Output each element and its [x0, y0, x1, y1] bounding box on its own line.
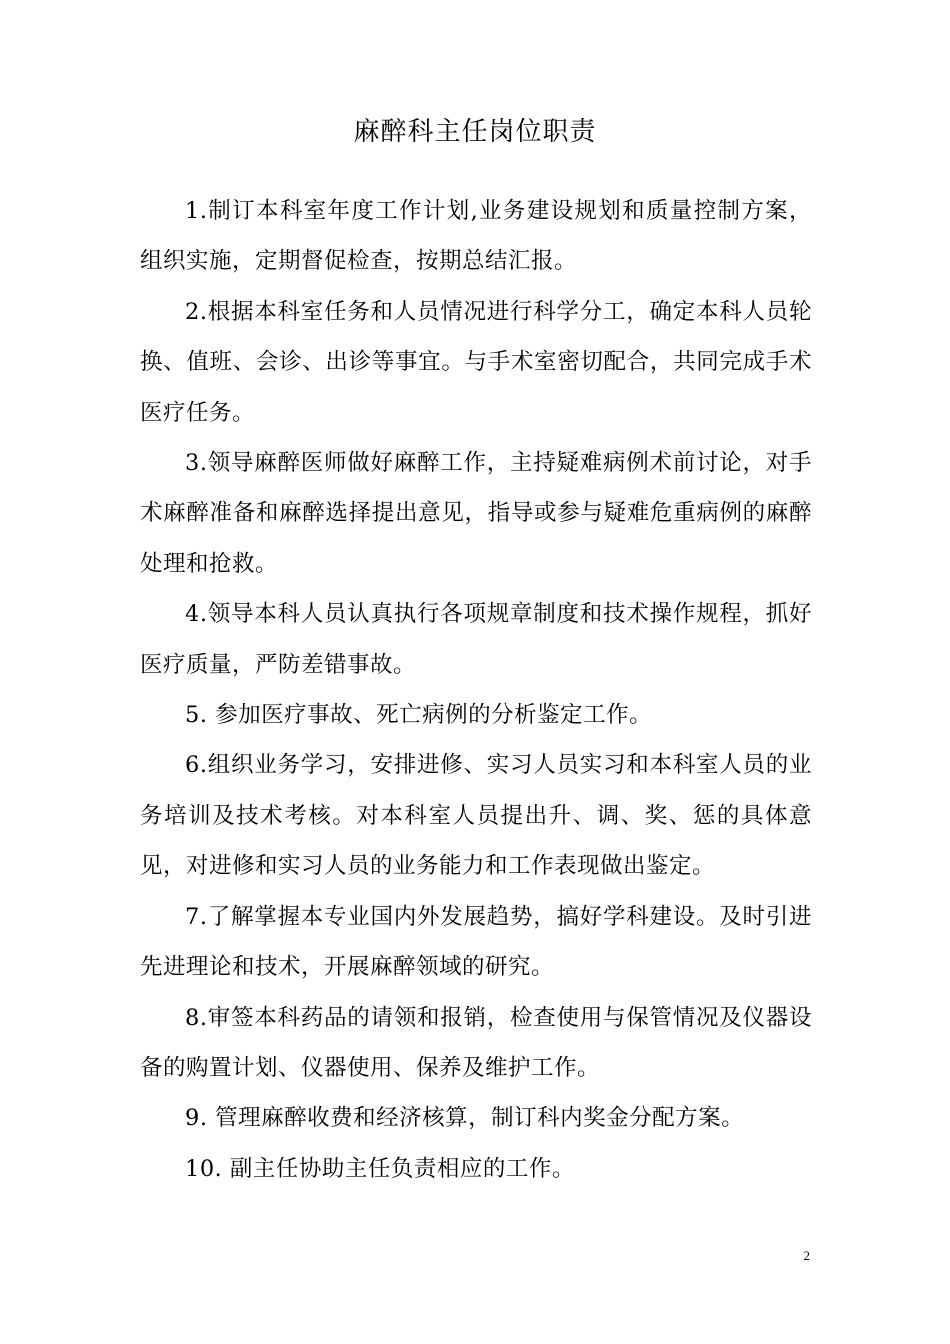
document-body [140, 186, 812, 1194]
duty-item-7: 7.了解掌握本专业国内外发展趋势，搞好学科建设。及时引进先进理论和技术，开展麻醉领域的研究。 [140, 903, 812, 981]
duty-item-5: 5. 参加医疗事故、死亡病例的分析鉴定工作。 [185, 702, 653, 729]
duty-item-2: 2.根据本科室任务和人员情况进行科学分工，确定本科人员轮换、值班、会诊、出诊等事宜。与手术室密切配合，共同完成手术医疗任务。 [140, 298, 812, 426]
duty-item-1: 1.制订本科室年度工作计划,业务建设规划和质量控制方案，组织实施，定期督促检查，按期总结汇报。 [140, 198, 812, 275]
page-number: 2 [803, 1248, 810, 1263]
duty-item-10: 10. 副主任协助主任负责相应的工作。 [185, 1155, 575, 1182]
duty-item-4: 4.领导本科人员认真执行各项规章制度和技术操作规程，抓好医疗质量，严防差错事故。 [140, 601, 812, 678]
duty-item-3: 3.领导麻醉医师做好麻醉工作，主持疑难病例术前讨论，对手术麻醉准备和麻醉选择提出意见，指导或参与疑难危重病例的麻醉处理和抢救。 [140, 450, 812, 577]
document-title: 麻醉科主任岗位职责 [353, 117, 597, 147]
duty-item-8: 8.审签本科药品的请领和报销，检查使用与保管情况及仪器设备的购置计划、仪器使用、保养及维护工作。 [140, 1004, 812, 1081]
duty-item-6: 6.组织业务学习，安排进修、实习人员实习和本科室人员的业务培训及技术考核。对本科室人员提出升、调、奖、惩的具体意见，对进修和实习人员的业务能力和工作表现做出鉴定。 [140, 752, 812, 880]
duty-item-9: 9. 管理麻醉收费和经济核算，制订科内奖金分配方案。 [185, 1105, 745, 1132]
